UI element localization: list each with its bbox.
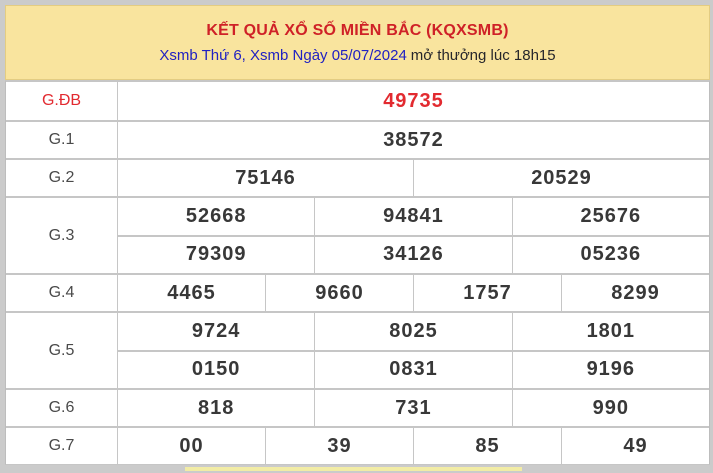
prize-number: 20529 — [413, 160, 709, 196]
prize-label: G.5 — [6, 313, 118, 388]
prize-number: 990 — [512, 390, 709, 426]
prize-number: 818 — [197, 396, 235, 419]
prize-number: 4465 — [167, 281, 216, 304]
draw-time-text: mở thưởng lúc 18h15 — [410, 46, 556, 64]
prize-number: 0150 — [191, 358, 241, 381]
prize-label: G.3 — [6, 198, 118, 273]
prize-row-1 — [6, 120, 709, 158]
prize-number: 75146 — [235, 166, 296, 189]
prize-number: 94841 — [314, 198, 511, 235]
prize-row-4 — [6, 273, 709, 311]
prize-number: 25676 — [512, 198, 709, 235]
prize-number: 8025 — [314, 313, 511, 350]
prize-label: G.4 — [6, 275, 118, 311]
prize-number: 05236 — [512, 237, 709, 274]
prize-row-special — [6, 82, 709, 120]
prize-number: 731 — [314, 390, 511, 426]
draw-date-link[interactable]: Xsmb Thứ 6, Xsmb Ngày 05/07/2024 — [159, 46, 407, 64]
prize-number: 49 — [561, 428, 709, 464]
results-panel — [5, 5, 710, 465]
prize-row-2 — [6, 158, 709, 196]
prize-number: 39 — [265, 428, 413, 464]
results-header — [5, 5, 710, 80]
prize-number: 52668 — [185, 204, 247, 227]
draw-info — [159, 47, 555, 64]
prize-number: 79309 — [185, 243, 247, 266]
prize-label: G.6 — [6, 390, 118, 426]
next-section-edge — [185, 467, 522, 471]
prize-number: 0831 — [314, 352, 511, 389]
prize-row-6 — [6, 388, 709, 426]
prize-label: G.1 — [6, 122, 118, 158]
prize-number: 9660 — [265, 275, 413, 311]
prize-number: 85 — [413, 428, 561, 464]
prize-row-3 — [6, 196, 709, 273]
prize-row-5 — [6, 311, 709, 388]
prize-row-7 — [6, 426, 709, 464]
prize-number: 8299 — [561, 275, 709, 311]
prize-label: G.2 — [6, 160, 118, 196]
prize-number: 1801 — [512, 313, 709, 350]
prize-label: G.7 — [6, 428, 118, 464]
prize-number: 1757 — [413, 275, 561, 311]
prize-number: 34126 — [314, 237, 511, 274]
prize-number: 38572 — [383, 128, 444, 151]
prize-table — [5, 80, 710, 465]
page-title: KẾT QUẢ XỔ SỐ MIỀN BẮC (KQXSMB) — [206, 21, 509, 39]
prize-number: 49735 — [383, 89, 444, 112]
prize-number: 00 — [179, 434, 204, 457]
prize-label: G.ĐB — [6, 82, 118, 120]
prize-number: 9196 — [512, 352, 709, 389]
prize-number: 9724 — [191, 319, 241, 342]
